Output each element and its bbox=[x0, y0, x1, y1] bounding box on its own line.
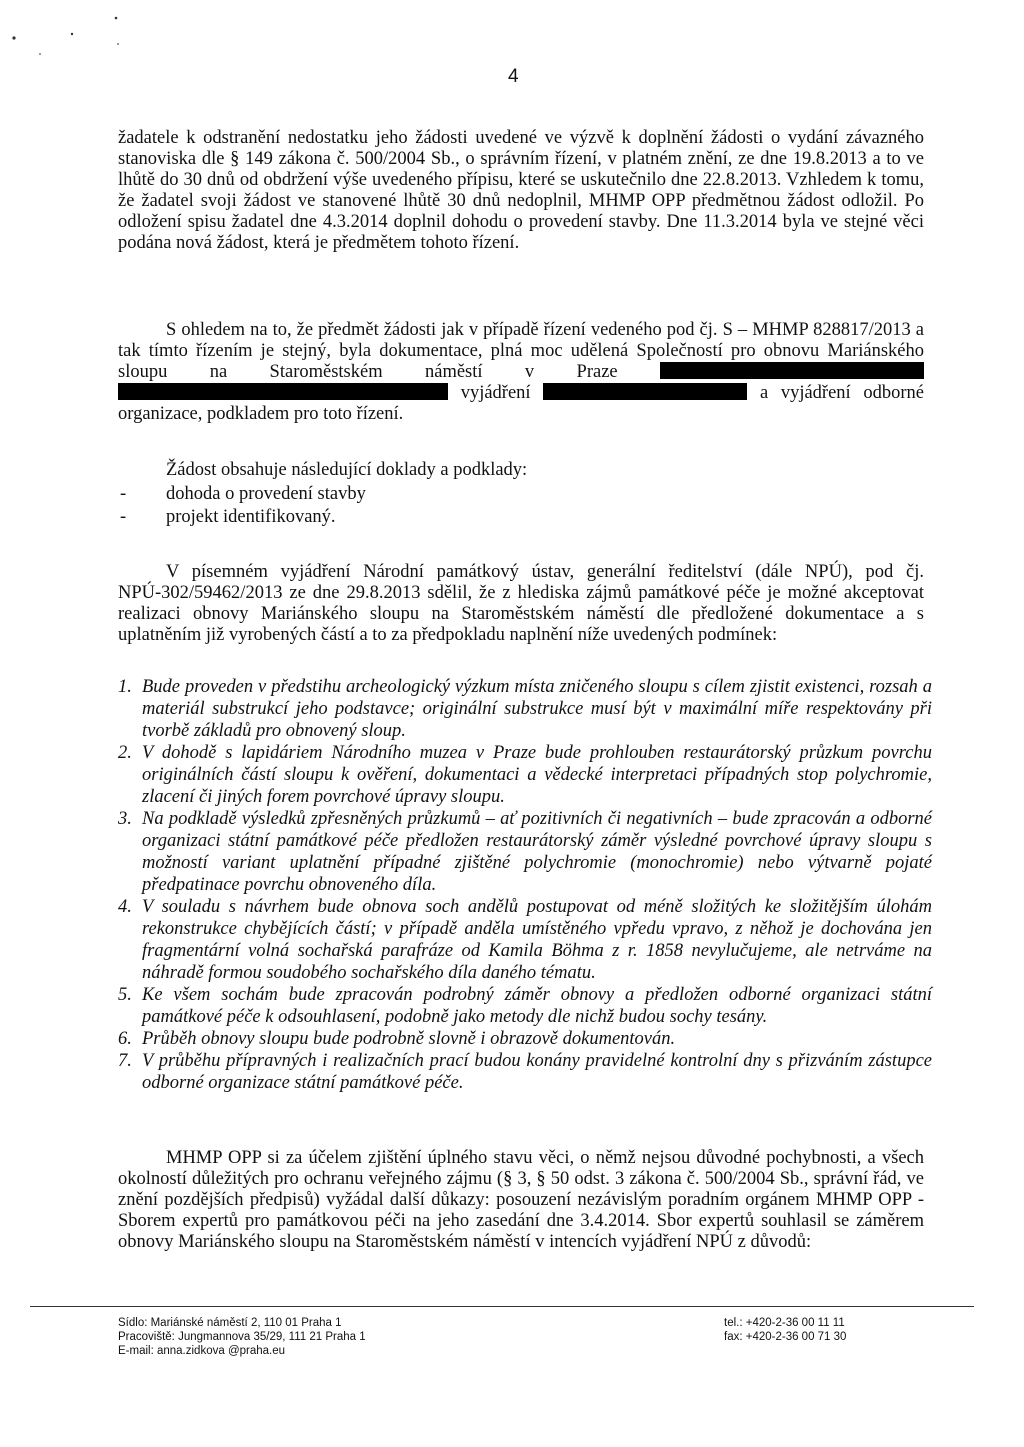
condition-number: 4. bbox=[118, 897, 132, 917]
footer-contact-left bbox=[118, 1316, 366, 1358]
paragraph-2 bbox=[118, 320, 924, 425]
footer-address: Sídlo: Mariánské náměstí 2, 110 01 Praha 1 bbox=[118, 1317, 342, 1329]
redaction-bar bbox=[118, 383, 448, 400]
condition-item bbox=[118, 1028, 932, 1050]
list-dash: - bbox=[120, 507, 127, 527]
paragraph-2-text-c: a vyjádření odborné organizace, podkladem pro toto řízení. bbox=[118, 383, 925, 424]
condition-text: V dohodě s lapidáriem Národního muzea v Praze bude prohlouben restaurátorský průzkum povrchu originálních částí sloupu k ověření, dokumentaci a vědecké interpretaci případných stop polychromie, zlacení či jiných forem povrchové úpravy sloupu. bbox=[142, 743, 932, 807]
condition-item bbox=[118, 742, 932, 808]
condition-number: 3. bbox=[118, 809, 132, 829]
list-item bbox=[118, 506, 366, 529]
condition-item bbox=[118, 896, 932, 984]
redaction-bar bbox=[660, 362, 924, 379]
condition-text: Na podkladě výsledků zpřesněných průzkumů – ať pozitivních či negativních – bude zpracován a odborné organizaci státní památkové péče předložen restaurátorský záměr výsledné povrchové úpravy sloupu s možností variant uplatnění případné zjištěné polychromie (monochromie) nebo výtvarně pojaté předpatinace povrchu obnoveného díla. bbox=[142, 809, 932, 895]
conditions-list bbox=[118, 676, 932, 1094]
paragraph-3: V písemném vyjádření Národní památkový ústav, generální ředitelství (dále NPÚ), pod čj. NPÚ-302/59462/2013 ze dne 29.8.2013 sdělil, že z hlediska zájmů památkové péče je možné akceptovat realizaci obnovy Mariánského sloupu na Staroměstském náměstí dle předložené dokumentace a s uplatněním již vyrobených částí a to za předpokladu naplnění níže uvedených podmínek: bbox=[118, 562, 924, 645]
condition-number: 6. bbox=[118, 1029, 132, 1049]
condition-number: 2. bbox=[118, 743, 132, 763]
footer-contact-right bbox=[724, 1316, 846, 1344]
list-item-text: dohoda o provedení stavby bbox=[166, 484, 366, 504]
paragraph-2-text-b: vyjádření bbox=[460, 383, 531, 403]
paragraph-1: žadatele k odstranění nedostatku jeho žádosti uvedené ve výzvě k doplnění žádosti o vydání závazného stanoviska dle § 149 zákona č. 500/2004 Sb., o správním řízení, v platném znění, ze dne 19.8.2013 a to ve lhůtě do 30 dnů od obdržení výše uvedeného přípisu, které se uskutečnilo dne 22.8.2013. Vzhledem k tomu, že žadatel svoji žádost ve stanovené lhůtě 30 dnů nedoplnil, MHMP OPP předmětnou žádost odložil. Po odložení spisu žadatel dne 4.3.2014 doplnil dohodu o provedení stavby. Dne 11.3.2014 byla ve stejné věci podána nová žádost, která je předmětem tohoto řízení. bbox=[118, 128, 924, 253]
requirements-intro: Žádost obsahuje následující doklady a podklady: bbox=[166, 460, 528, 480]
condition-number: 1. bbox=[118, 677, 132, 697]
condition-text: V průběhu přípravných i realizačních prací budou konány pravidelné kontrolní dny s přizváním zástupce odborné organizace státní památkové péče. bbox=[142, 1051, 932, 1093]
list-item-text: projekt identifikovaný. bbox=[166, 507, 336, 527]
condition-item bbox=[118, 676, 932, 742]
condition-number: 7. bbox=[118, 1051, 132, 1071]
condition-item bbox=[118, 1050, 932, 1094]
footer-tel: tel.: +420-2-36 00 11 11 bbox=[724, 1317, 845, 1329]
list-item bbox=[118, 483, 366, 506]
page-number: 4 bbox=[508, 66, 519, 87]
footer-email[interactable]: E-mail: anna.zidkova @praha.eu bbox=[118, 1345, 286, 1357]
list-dash: - bbox=[120, 484, 127, 504]
condition-text: V souladu s návrhem bude obnova soch andělů postupovat od méně složitých ke složitějším úlohám rekonstrukce chybějících částí; v případě anděla umístěného vpředu vpravo, z něhož je dochována jen fragmentární volná sochařská parafráze od Kamila Böhma z r. 1858 nevylučujeme, ale netrváme na náhradě formou soudobého sochařského díla daného tématu. bbox=[142, 897, 932, 983]
paragraph-4: MHMP OPP si za účelem zjištění úplného stavu věci, o němž nejsou důvodné pochybnosti, a všech okolností důležitých pro ochranu veřejného zájmu (§ 3, § 50 odst. 3 zákona č. 500/2004 Sb., správní řád, ve znění pozdějších předpisů) vyžádal další důkazy: posouzení nezávislým poradním orgánem MHMP OPP - Sborem expertů pro památkovou péči na jeho zasedání dne 3.4.2014. Sbor expertů souhlasil se záměrem obnovy Mariánského sloupu na Staroměstském náměstí v intencích vyjádření NPÚ z důvodů: bbox=[118, 1148, 924, 1252]
condition-text: Bude proveden v předstihu archeologický výzkum místa zničeného sloupu s cílem zjistit existenci, rozsah a materiál substrukcí jeho podstavce; originální substrukce musí být v maximální míře respektovány při tvorbě základů pro obnovený sloup. bbox=[142, 677, 932, 741]
paragraph-2-text-a: S ohledem na to, že předmět žádosti jak v případě řízení vedeného pod čj. S – MHMP 828817/2013 a tak tímto řízením je stejný, byla dokumentace, plná moc udělená Společností pro obnovu Mariánského sloupu na Staroměstském náměstí v Praze bbox=[118, 320, 924, 382]
condition-text: Ke všem sochám bude zpracován podrobný záměr obnovy a předložen odborné organizaci státní památkové péče k odsouhlasení, podobně jako metody dle nichž budou sochy tesány. bbox=[142, 985, 932, 1027]
condition-text: Průběh obnovy sloupu bude podrobně slovně i obrazově dokumentován. bbox=[142, 1029, 676, 1049]
scan-specks bbox=[0, 0, 140, 60]
footer-fax: fax: +420-2-36 00 71 30 bbox=[724, 1331, 847, 1343]
condition-number: 5. bbox=[118, 985, 132, 1005]
footer-divider bbox=[30, 1306, 974, 1307]
requirements-list bbox=[118, 483, 366, 529]
condition-item bbox=[118, 984, 932, 1028]
footer-workplace: Pracoviště: Jungmannova 35/29, 111 21 Praha 1 bbox=[118, 1331, 366, 1343]
condition-item bbox=[118, 808, 932, 896]
redaction-bar bbox=[543, 383, 747, 400]
